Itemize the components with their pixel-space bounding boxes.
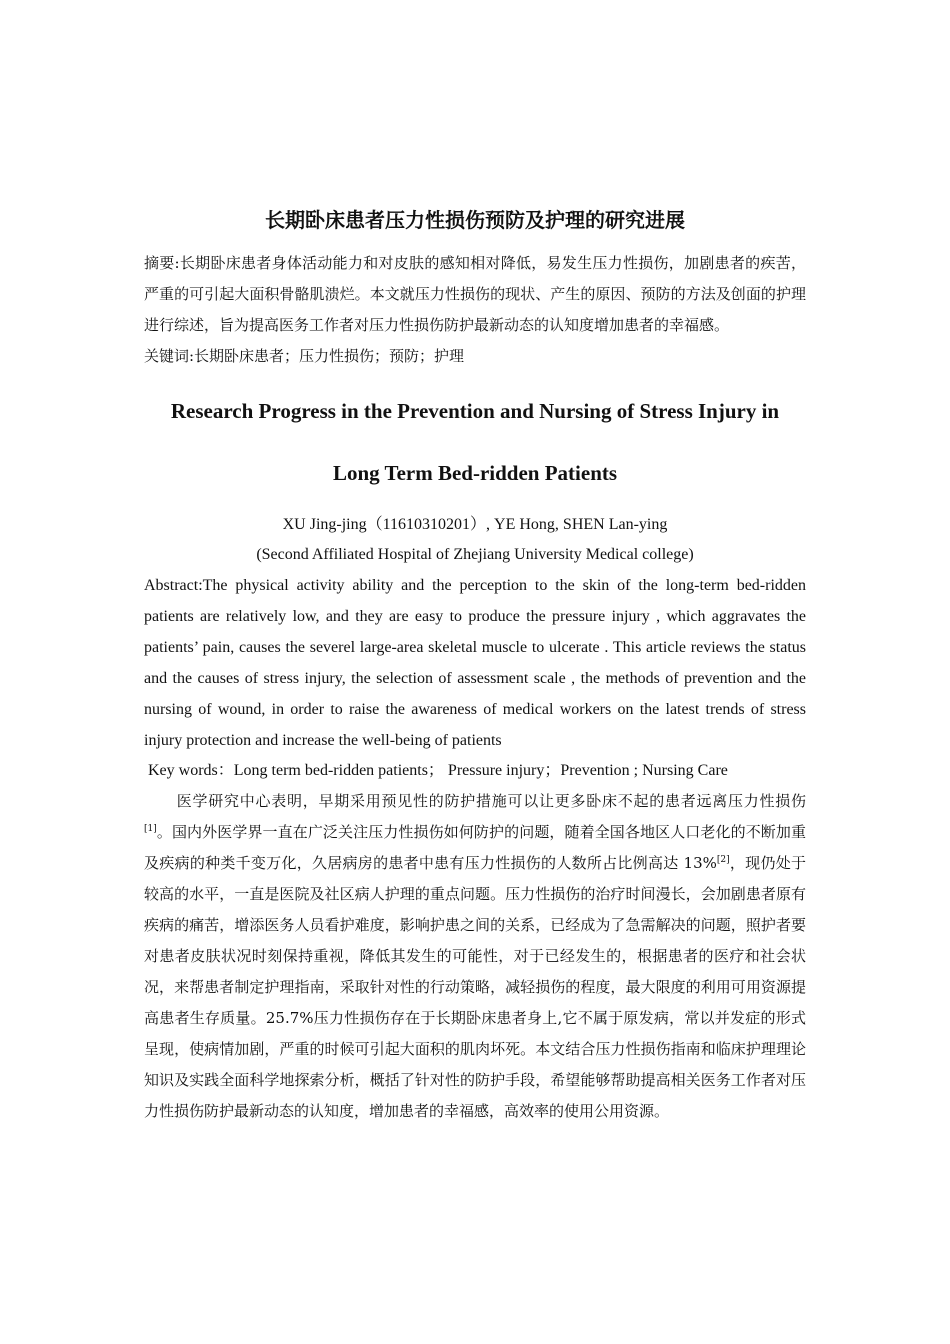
chinese-keywords: 关键词:长期卧床患者；压力性损伤；预防；护理 — [144, 347, 465, 365]
affiliation: (Second Affiliated Hospital of Zhejiang University Medical college) — [256, 546, 694, 563]
english-title-line-2: Long Term Bed-ridden Patients — [332, 461, 618, 485]
citation-ref-2[interactable]: [2] — [716, 855, 730, 865]
author-list: XU Jing-jing（11610310201）, YE Hong, SHEN Lan-ying — [282, 516, 668, 533]
english-title — [144, 380, 806, 504]
body-text-part-1: 医学研究中心表明，早期采用预见性的防护措施可以让更多卧床不起的患者远离压力性损伤 — [176, 792, 806, 810]
body-text-part-3: ，现仍处于较高的水平，一直是医院及社区病人护理的重点问题。压力性损伤的治疗时间漫长，会加剧患者原有疾病的痛苦，增添医务人员看护难度，影响护患之间的关系，已经成为了急需解决的问题，照护者要对患者皮肤状况时刻保持重视，降低其发生的可能性，对于已经发生的，根据患者的医疗和社会状况，来帮患者制定护理指南，采取针对性的行动策略，减轻损伤的程度，最大限度的利用可用资源提高患者生存质量。25.7%压力性损伤存在于长期卧床患者身上,它不属于原发病，常以并发症的形式呈现，使病情加剧，严重的时候可引起大面积的肌肉坏死。本文结合压力性损伤指南和临床护理理论知识及实践全面科学地探索分析，概括了针对性的防护手段，希望能够帮助提高相关医务工作者对压力性损伤防护最新动态的认知度，增加患者的幸福感，高效率的使用公用资源。 — [144, 854, 806, 1120]
english-keywords: Key words：Long term bed-ridden patients； Pressure injury；Prevention ; Nursing Care — [148, 762, 728, 779]
body-text-part-2: 。国内外医学界一直在广泛关注压力性损伤如何防护的问题，随着全国各地区人口老化的不断加重及疾病的种类千变万化，久居病房的患者中患有压力性损伤的人数所占比例高达 13% — [144, 823, 806, 872]
introduction-paragraph — [144, 786, 806, 1127]
chinese-abstract: 摘要:长期卧床患者身体活动能力和对皮肤的感知相对降低，易发生压力性损伤，加剧患者的疾苦，严重的可引起大面积骨骼肌溃烂。本文就压力性损伤的现状、产生的原因、预防的方法及创面的护理进行综述，旨为提高医务工作者对压力性损伤防护最新动态的认知度增加患者的幸福感。 — [144, 254, 806, 334]
paper-content — [144, 202, 806, 1127]
chinese-title: 长期卧床患者压力性损伤预防及护理的研究进展 — [265, 208, 685, 232]
english-abstract: Abstract:The physical activity ability and the perception to the skin of the long-term bed-ridden patients are relatively low, and they are easy to produce the pressure injury , which aggravates the patients’ pain, causes the severel large-area skeletal muscle to ulcerate . This article reviews the status and the causes of stress injury, the selection of assessment scale , the methods of prevention and the nursing of wound, in order to raise the awareness of medical workers on the latest trends of stress injury protection and increase the well-being of patients — [144, 577, 806, 749]
citation-ref-1[interactable]: [1] — [144, 824, 157, 834]
english-title-line-1: Research Progress in the Prevention and Nursing of Stress Injury in — [170, 399, 780, 423]
